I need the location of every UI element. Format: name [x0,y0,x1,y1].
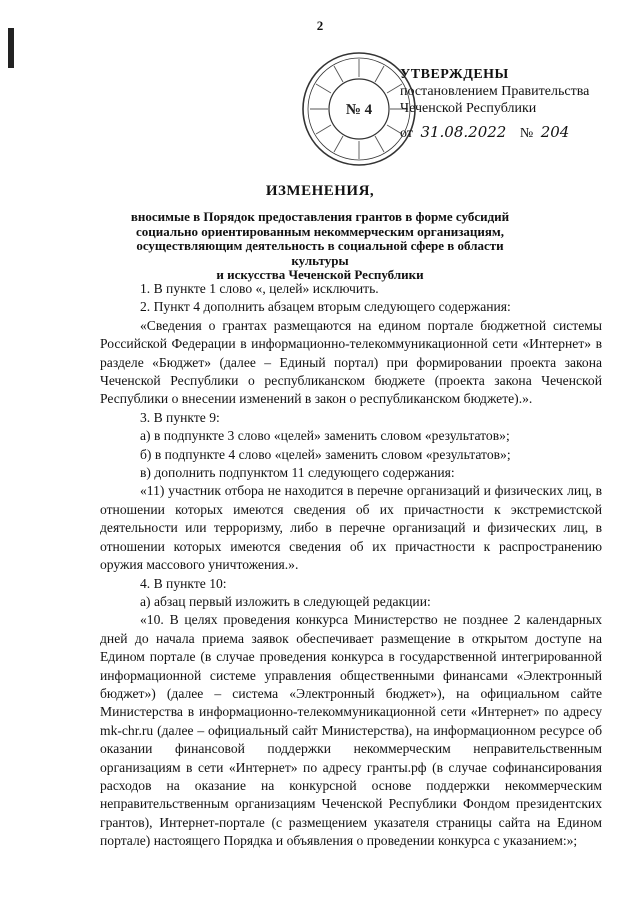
paragraph: а) абзац первый изложить в следующей редакции: [140,593,431,609]
paragraph: 1. В пункте 1 слово «, целей» исключить. [140,281,379,296]
document-subtitle [110,210,530,283]
paragraph: «10. В целях проведения конкурса Министерство не позднее 2 календарных дней до начала приема заявок обеспечивает размещение в открытом доступе на Едином портале (в случае проведения конкурса в государственной интегрированной информационной системе управления общественными финансами «Электронный бюджет») (далее – система «Электронный бюджет»), на официальном сайте Министерства в информационно-телекоммуникационной сети «Интернет» по адресу mk-chr.ru (далее – официальный сайт Министерства), на информационном ресурсе об оказании финансовой поддержки некоммерческим неправительственным организациям в сети «Интернет» по адресу гранты.рф (в случае софинансирования расходов на оказание на конкурсной основе поддержки некоммерческим неправительственным организациям Чеченской Республики Фондом президентских грантов), Интернет-портале (с размещением указателя страницы сайта на Едином портале) настоящего Порядка и объявления о проведении конкурса с указанием:»; [100,612,602,849]
paragraph: а) в подпункте 3 слово «целей» заменить словом «результатов»; [140,428,510,444]
approval-number-prefix: № [519,126,534,141]
approval-date-prefix: от [400,126,413,141]
approval-number: 204 [540,123,570,141]
subtitle-line: осуществляющим деятельность в социальной сфере в области культуры [136,238,504,268]
document-title: ИЗМЕНЕНИЯ, [265,183,375,199]
paragraph: в) дополнить подпунктом 11 следующего содержания: [140,465,455,481]
approval-block [400,66,620,142]
scan-corner-mark [8,28,14,68]
paragraph: «11) участник отбора не находится в перечне организаций и физических лиц, в отношении которых имеются сведения об их причастности к экстремистской деятельности или терроризму, либо в перечне организаций и физических лиц, в отношении которых имеются сведения об их причастности к распространению оружия массового уничтожения.». [100,483,602,573]
document-body [100,280,602,851]
approval-date: 31.08.2022 [420,123,507,141]
page-number: 2 [316,18,324,33]
seal-number: № 4 [345,102,373,118]
subtitle-line: и искусства Чеченской Республики [216,267,424,282]
approval-line-1: постановлением Правительства [400,84,590,99]
approval-line-2: Чеченской Республики [400,101,537,116]
subtitle-line: социально ориентированным некоммерческим организациям, [135,223,505,239]
paragraph: 4. В пункте 10: [140,575,227,591]
paragraph: 2. Пункт 4 дополнить абзацем вторым следующего содержания: [140,299,511,315]
paragraph: б) в подпункте 4 слово «целей» заменить словом «результатов»; [140,446,511,462]
approval-heading: УТВЕРЖДЕНЫ [400,67,509,82]
paragraph: «Сведения о грантах размещаются на едином портале бюджетной системы Российской Федерации в информационно-телекоммуникационной сети «Интернет» в разделе «Бюджет» (далее – Единый портал) при формировании проекта закона Чеченской Республики о республиканском бюджете (проекта закона Чеченской Республики о внесении изменений в закон о республиканском бюджете).». [100,317,602,407]
paragraph: 3. В пункте 9: [140,409,220,425]
subtitle-line: вносимые в Порядок предоставления грантов в форме субсидий [130,209,510,224]
